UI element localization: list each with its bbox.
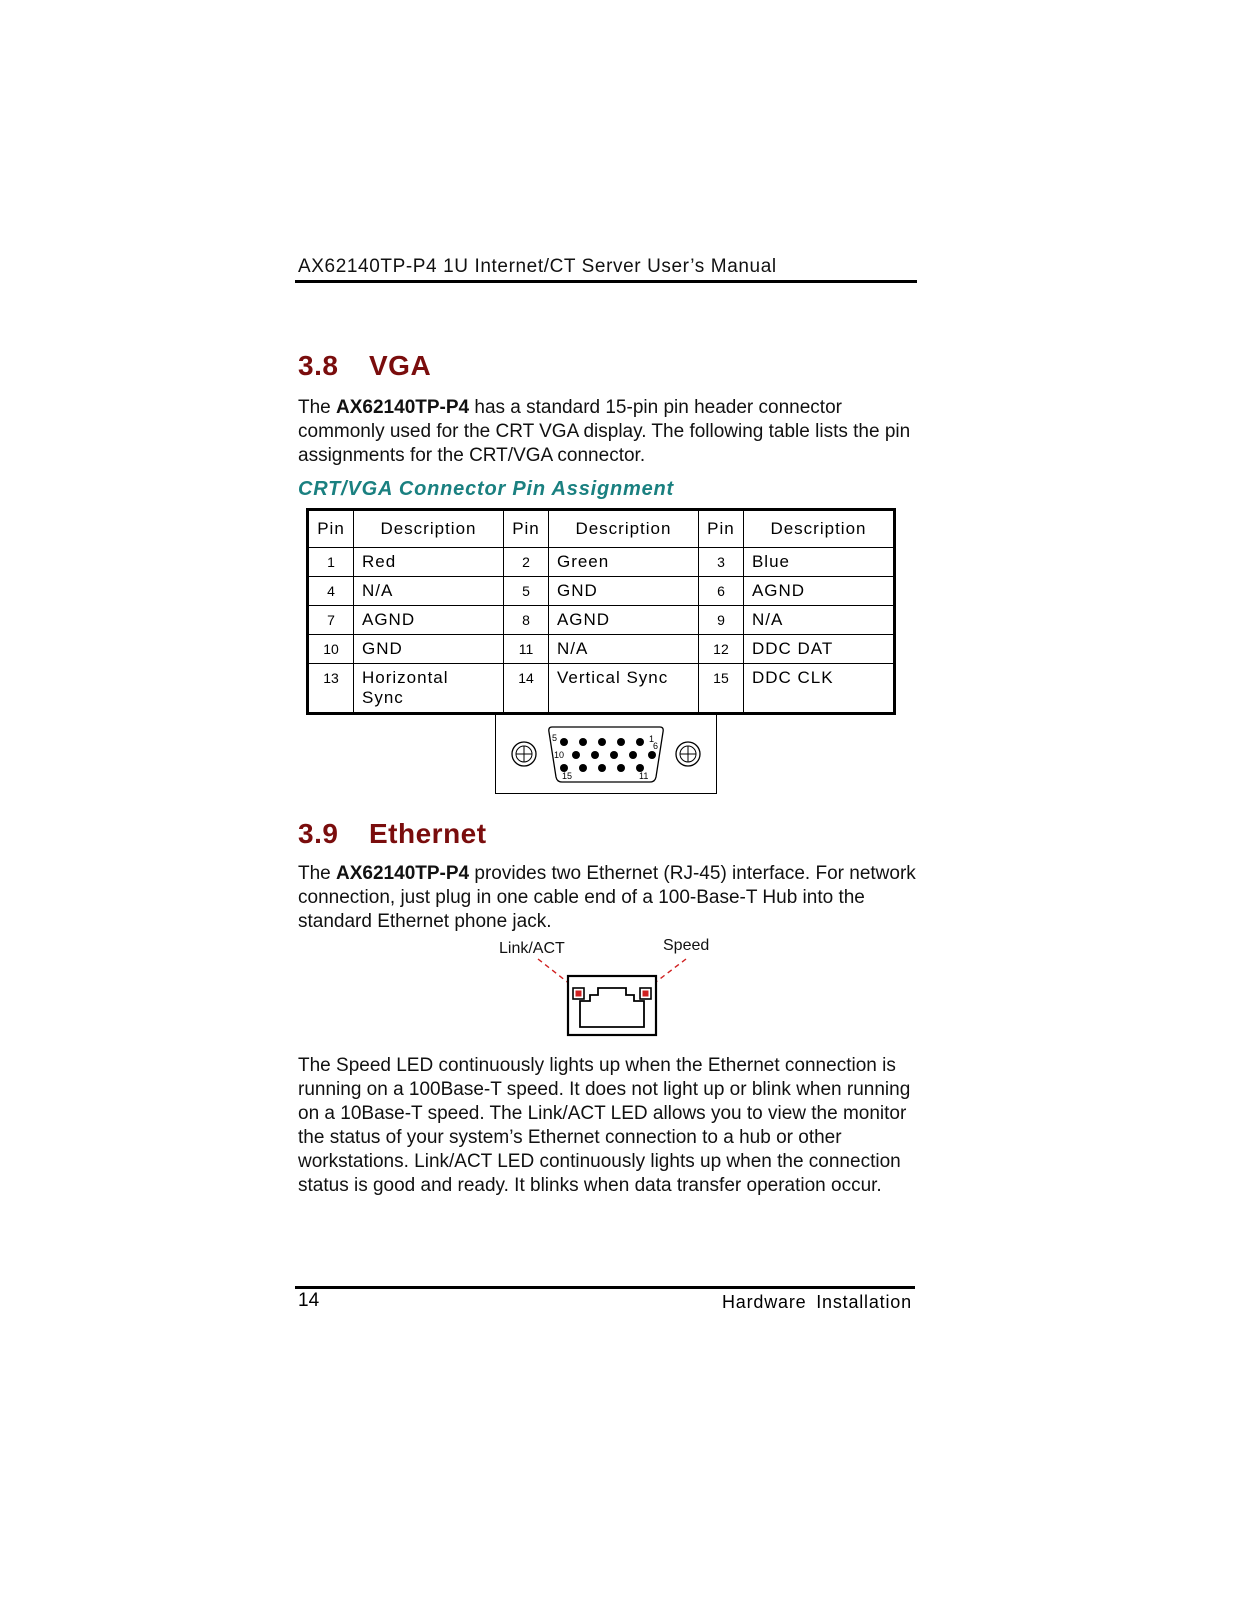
pin-label: 11 [639,771,649,781]
pin-cell: 8 [503,606,548,635]
model-name: AX62140TP-P4 [336,397,470,418]
pin-label: 15 [562,771,573,781]
description-cell: AGND [743,577,894,606]
table-caption: CRT/VGA Connector Pin Assignment [298,478,674,500]
pin-label: 10 [554,750,565,760]
section-name: Ethernet [369,818,487,849]
link-led-icon [573,988,584,999]
intro-text: has a standard 15-pin pin header connector commonly used for the CRT VGA display. The following table lists the pin assignments for the CRT/VGA connector. [298,397,911,466]
ethernet-led-description: The Speed LED continuously lights up when the Ethernet connection is running on a 100Base-T speed. It does not light up or blink when running on a 10Base-T speed. The Link/ACT LED allows you to view the monitor the status of your system’s Ethernet connection to a hub or other workstations. Link/ACT LED continuously lights up when the connection status is good and ready. It blinks when data transfer operation occur. [298,1055,911,1196]
col-header: Description [353,510,503,548]
intro-text: The [298,863,337,884]
vga-intro-paragraph [298,396,918,468]
description-cell: N/A [548,635,698,664]
description-cell: DDC DAT [743,635,894,664]
description-cell: Green [548,548,698,577]
pin-label: 5 [552,733,558,743]
screw-icon [676,742,700,766]
description-cell: AGND [353,606,503,635]
table-row [308,606,895,635]
page-number: 14 [298,1290,320,1311]
col-header: Pin [503,510,548,548]
col-header: Pin [308,510,354,548]
description-cell: GND [548,577,698,606]
screw-icon [512,742,536,766]
pin-row-2 [572,751,656,759]
pin-cell: 3 [698,548,743,577]
footer-rule [295,1286,915,1289]
table-row [308,635,895,664]
footer-section-name: Hardware Installation [722,1292,912,1312]
pin-assignment-table [306,508,896,715]
table-header-row [308,510,895,548]
pin-cell: 1 [308,548,354,577]
description-cell: AGND [548,606,698,635]
pin-cell: 14 [503,664,548,714]
pin-cell: 13 [308,664,354,714]
pin-label: 1 [649,734,655,744]
description-cell: N/A [353,577,503,606]
table-row [308,577,895,606]
description-cell: Horizontal Sync [353,664,503,714]
ethernet-intro-paragraph [298,862,918,934]
col-header: Description [548,510,698,548]
rj45-jack-diagram [520,955,700,1040]
table-row [308,548,895,577]
intro-text: The [298,397,337,418]
pin-cell: 9 [698,606,743,635]
pin-cell: 12 [698,635,743,664]
pin-cell: 11 [503,635,548,664]
model-name: AX62140TP-P4 [336,863,470,884]
running-header: AX62140TP-P4 1U Internet/CT Server User’s Manual [298,256,777,277]
section-title-vga [298,350,431,382]
pin-cell: 15 [698,664,743,714]
description-cell: GND [353,635,503,664]
link-act-label: Link/ACT [499,940,565,957]
section-title-ethernet [298,818,487,850]
vga-connector-illustration [496,715,716,793]
pin-cell: 4 [308,577,354,606]
pin-cell: 10 [308,635,354,664]
speed-label: Speed [663,937,710,954]
pin-cell: 6 [698,577,743,606]
description-cell: Blue [743,548,894,577]
pin-cell: 5 [503,577,548,606]
description-cell: Red [353,548,503,577]
description-cell: N/A [743,606,894,635]
pin-cell: 7 [308,606,354,635]
intro-text: provides two Ethernet (RJ-45) interface. For network connection, just plug in one cable end of a 100-Base-T Hub into the standard Ethernet phone jack. [298,863,916,932]
pin-row-1 [560,738,644,746]
section-name: VGA [369,350,432,381]
col-header: Pin [698,510,743,548]
pin-label: 6 [653,741,659,751]
col-header: Description [743,510,894,548]
description-cell: Vertical Sync [548,664,698,714]
table-row [308,664,895,714]
speed-led-icon [640,988,651,999]
description-cell: DDC CLK [743,664,894,714]
header-rule [295,280,917,283]
section-number: 3.9 [298,818,339,849]
vga-connector-diagram [495,714,717,794]
pin-cell: 2 [503,548,548,577]
section-number: 3.8 [298,350,339,381]
pin-row-3 [560,764,644,772]
